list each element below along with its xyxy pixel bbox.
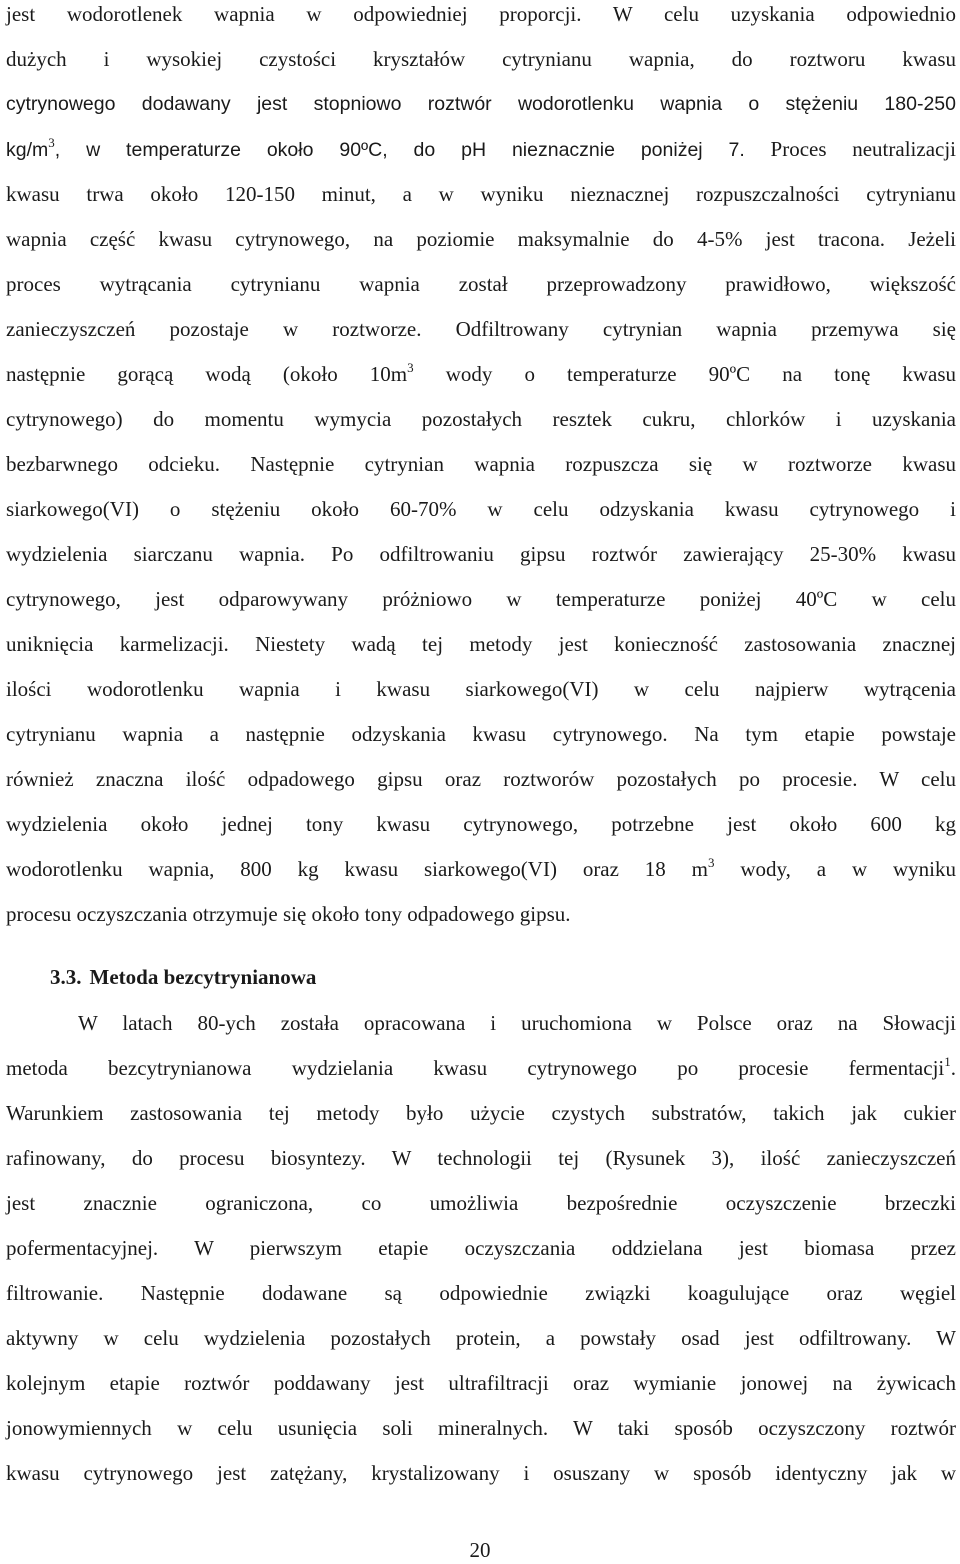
text-run: kg/m <box>6 139 49 161</box>
text-run: wody, a w wyniku <box>714 857 956 881</box>
text-line: zanieczyszczeń pozostaje w roztworze. Odfiltrowany cytrynian wapnia przemywa się <box>6 317 956 341</box>
text-line: uniknięcia karmelizacji. Niestety wadą tej metody jest konieczność zastosowania znacznej <box>6 632 956 656</box>
text-line: bezbarwnego odcieku. Następnie cytrynian wapnia rozpuszcza się w roztworze kwasu <box>6 452 956 476</box>
text-run: metoda bezcytrynianowa wydzielania kwasu cytrynowego po procesie fermentacji <box>6 1056 945 1080</box>
text-line: jest znacznie ograniczona, co umożliwia bezpośrednie oczyszczenie brzeczki <box>6 1191 956 1215</box>
text-line: wydzielenia około jednej tony kwasu cytrynowego, potrzebne jest około 600 kg <box>6 812 956 836</box>
text-line: ilości wodorotlenku wapnia i kwasu siarkowego(VI) w celu najpierw wytrącenia <box>6 677 956 701</box>
text-line <box>6 360 956 405</box>
text-line: pofermentacyjnej. W pierwszym etapie oczyszczania oddzielana jest biomasa przez <box>6 1236 956 1260</box>
text-line: siarkowego(VI) o stężeniu około 60-70% w celu odzyskania kwasu cytrynowego i <box>6 497 956 521</box>
text-run: wodorotlenku wapnia, 800 kg kwasu siarkowego(VI) oraz 18 m <box>6 857 709 881</box>
text-line: cytrynowego) do momentu wymycia pozostałych resztek cukru, chlorków i uzyskania <box>6 407 956 431</box>
page-number: 20 <box>469 1538 491 1562</box>
section-number: 3.3. <box>50 965 82 989</box>
superscript: 3 <box>48 135 55 150</box>
text-line: wapnia część kwasu cytrynowego, na poziomie maksymalnie do 4-5% jest tracona. Jeżeli <box>6 227 956 251</box>
text-run: , w temperaturze około 90ºC, do pH nieznacznie poniżej 7. <box>54 139 745 161</box>
text-line: dużych i wysokiej czystości kryształów cytrynianu wapnia, do roztworu kwasu <box>6 47 956 71</box>
text-line: wydzielenia siarczanu wapnia. Po odfiltrowaniu gipsu roztwór zawierający 25-30% kwasu <box>6 542 956 566</box>
section-title: Metoda bezcytrynianowa <box>89 965 317 989</box>
section-heading <box>50 963 316 991</box>
superscript: 3 <box>407 360 414 375</box>
superscript: 1 <box>944 1054 951 1069</box>
text-line: Warunkiem zastosowania tej metody było użycie czystych substratów, takich jak cukier <box>6 1101 956 1125</box>
text-line: kwasu cytrynowego jest zatężany, krystalizowany i osuszany w sposób identyczny jak w <box>6 1461 956 1485</box>
text-line: filtrowanie. Następnie dodawane są odpowiednie związki koagulujące oraz węgiel <box>6 1281 956 1305</box>
text-line: aktywny w celu wydzielenia pozostałych protein, a powstały osad jest odfiltrowany. W <box>6 1326 956 1350</box>
superscript: 3 <box>708 855 715 870</box>
text-run: . <box>950 1056 956 1080</box>
text-line: kwasu trwa około 120-150 minut, a w wyniku nieznacznej rozpuszczalności cytrynianu <box>6 182 956 206</box>
text-run: wody o temperaturze 90ºC na tonę kwasu <box>413 362 956 386</box>
text-line: cytrynianu wapnia a następnie odzyskania kwasu cytrynowego. Na tym etapie powstaje <box>6 722 956 746</box>
text-line: kolejnym etapie roztwór poddawany jest ultrafiltracji oraz wymianie jonowej na żywicach <box>6 1371 956 1395</box>
text-line: procesu oczyszczania otrzymuje się około tony odpadowego gipsu. <box>6 902 571 926</box>
text-line: jonowymiennych w celu usunięcia soli mineralnych. W taki sposób oczyszczony roztwór <box>6 1416 956 1440</box>
text-line <box>6 855 956 900</box>
text-line: jest wodorotlenek wapnia w odpowiedniej proporcji. W celu uzyskania odpowiednio <box>6 2 956 26</box>
text-line: cytrynowego, jest odparowywany próżniowo w temperaturze poniżej 40ºC w celu <box>6 587 956 611</box>
text-line <box>6 135 956 180</box>
text-line <box>6 1054 956 1099</box>
text-line: również znaczna ilość odpadowego gipsu oraz roztworów pozostałych po procesie. W celu <box>6 767 956 791</box>
text-line: W latach 80-ych została opracowana i uruchomiona w Polsce oraz na Słowacji <box>78 1011 956 1035</box>
text-line: proces wytrącania cytrynianu wapnia został przeprowadzony prawidłowo, większość <box>6 272 956 296</box>
text-line: cytrynowego dodawany jest stopniowo roztwór wodorotlenku wapnia o stężeniu 180-250 <box>6 93 956 115</box>
text-line: rafinowany, do procesu biosyntezy. W technologii tej (Rysunek 3), ilość zanieczyszczeń <box>6 1146 956 1170</box>
text-run: następnie gorącą wodą (około 10m <box>6 362 408 386</box>
text-run: Proces neutralizacji <box>744 137 957 161</box>
